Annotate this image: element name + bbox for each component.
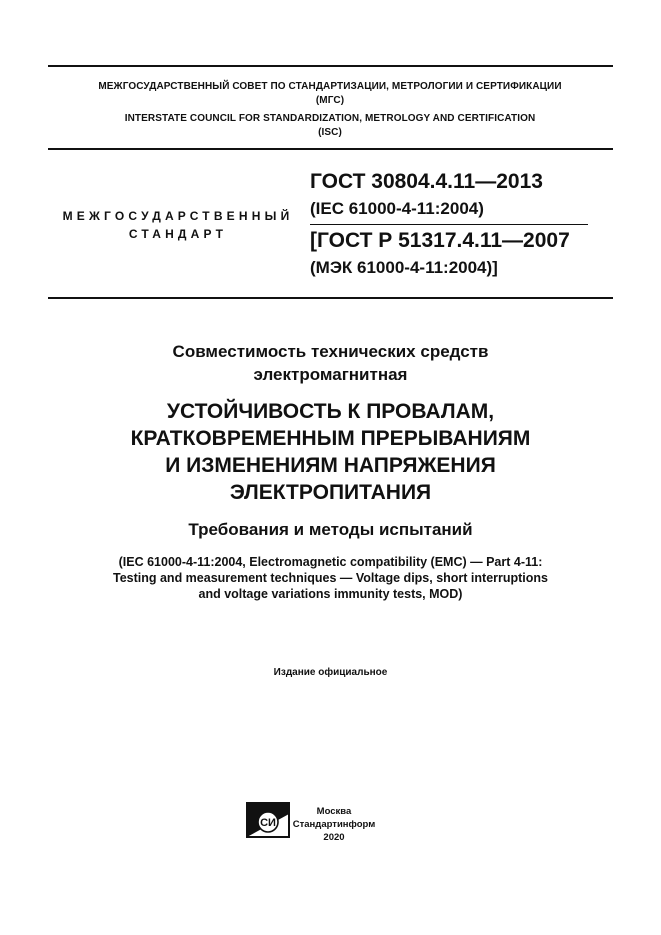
publisher-name: Стандартинформ: [292, 819, 376, 830]
title-line1: Совместимость технических средств: [172, 342, 489, 361]
main-title-line4: ЭЛЕКТРОПИТАНИЯ: [229, 481, 432, 504]
council-rule: [48, 148, 613, 150]
standard-kind-line2: СТАНДАРТ: [128, 227, 228, 241]
council-en-abbr: (ISC): [318, 127, 342, 138]
council-en-name: INTERSTATE COUNCIL FOR STANDARDIZATION, METROLOGY AND CERTIFICATION: [124, 113, 536, 124]
designation-divider: [310, 224, 588, 225]
main-title-line2: КРАТКОВРЕМЕННЫМ ПРЕРЫВАНИЯМ: [130, 427, 531, 450]
gost-designation: ГОСТ 30804.4.11—2013: [310, 170, 543, 193]
english-title-line2: Testing and measurement techniques — Voltage dips, short interruptions: [112, 571, 549, 585]
main-title-line1: УСТОЙЧИВОСТЬ К ПРОВАЛАМ,: [166, 400, 495, 423]
logo-lettering: СИ: [260, 817, 276, 829]
standard-kind-line1: МЕЖГОСУДАРСТВЕННЫЙ: [62, 209, 294, 223]
gost-r-designation: [ГОСТ Р 51317.4.11—2007: [310, 229, 570, 252]
top-rule: [48, 65, 613, 67]
english-title-line1: (IEC 61000-4-11:2004, Electromagnetic compatibility (EMC) — Part 4-11:: [118, 555, 543, 569]
mek-designation: (МЭК 61000-4-11:2004)]: [310, 258, 498, 277]
main-title-line3: И ИЗМЕНЕНИЯМ НАПРЯЖЕНИЯ: [165, 454, 496, 477]
edition-label: Издание официальное: [273, 667, 388, 678]
publication-year: 2020: [323, 832, 345, 843]
council-ru-name: МЕЖГОСУДАРСТВЕННЫЙ СОВЕТ ПО СТАНДАРТИЗАЦИИ, МЕТРОЛОГИИ И СЕРТИФИКАЦИИ: [98, 81, 562, 92]
subtitle: Требования и методы испытаний: [188, 520, 473, 539]
title-line2: электромагнитная: [253, 365, 408, 384]
english-title-line3: and voltage variations immunity tests, MOD): [198, 587, 463, 601]
publisher-city: Москва: [316, 806, 352, 817]
iec-designation: (IEC 61000-4-11:2004): [310, 199, 484, 218]
standartinform-logo-icon: [246, 802, 290, 838]
header-rule: [48, 297, 613, 299]
council-ru-abbr: (МГС): [315, 95, 345, 106]
